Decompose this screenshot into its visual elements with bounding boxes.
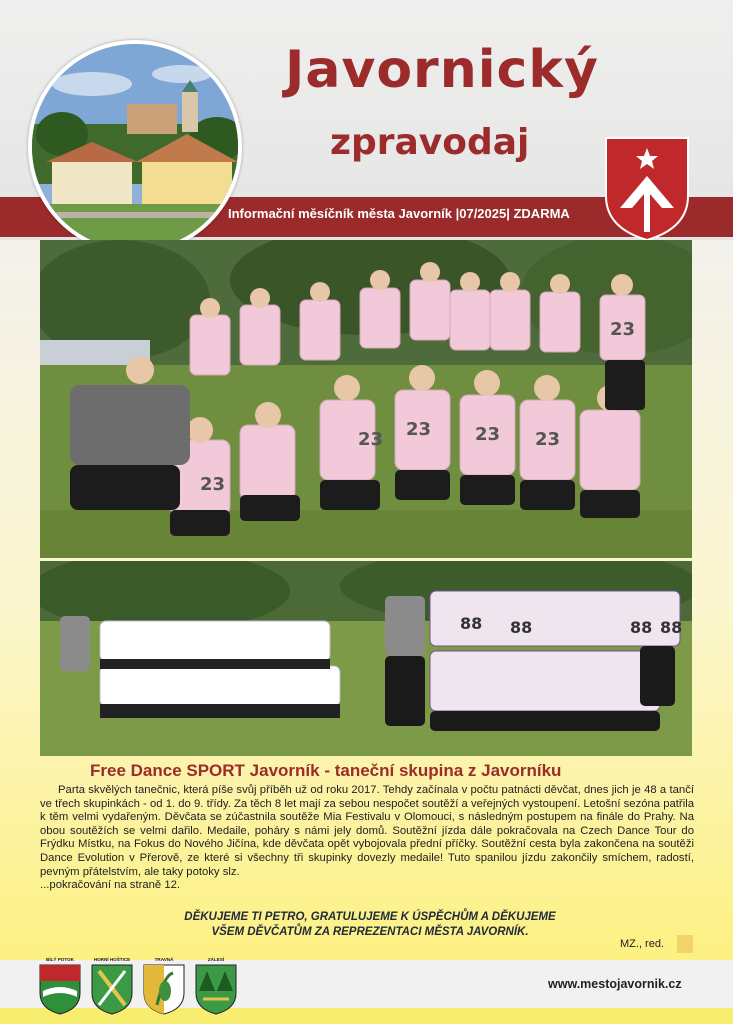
thanks-note xyxy=(100,910,640,946)
article-paragraph: Parta skvělých tanečnic, která píše svůj příběh už od roku 2017. Tehdy začínala v počtu patnácti děvčat, dnes jich je 48 a tančí ve třech skupinkách - od 1. do 9. třídy. Za těch 8 let mají za sebou nespočet soutěží a veřejných vystoupení. Letošní sezóna patřila k těm velmi vydařeným. Děvčata se zúčastnila soutěže Mia Festivalu v Olomouci, s následným postupem na finále do Prahy. Na obou soutěžích se velmi dařilo. Medaile, poháry s námi jely domů. Soutěžní jízda dále pokračovala na Czech Dance Tour do Frýdku Místku, na Fokus do Nového Jičína, kde děvčata opět vybojovala přední příčky. Soutěžní cesta byla zakončena na soutěži Dance Evolution v Přerově, ze které si všechny tři skupinky dovezly medaile! Tuto spanilou jízdu zakončily smíchem, radostí, pevným přátelstvím, ale taky potoky slz. xyxy=(40,784,694,878)
newsletter-subtitle: zpravodaj xyxy=(330,122,530,163)
thanks-line: DĚKUJEME TI PETRO, GRATULUJEME K ÚSPĚCHŮM A DĚKUJEME xyxy=(184,911,556,923)
jersey-number: 23 xyxy=(535,429,561,450)
jersey-number: 88 xyxy=(510,618,533,637)
crest-label: TRAVNÁ xyxy=(154,957,174,962)
javornik-crest-icon xyxy=(604,136,690,242)
crest-label: HORNÍ HOŠTICE xyxy=(93,957,131,962)
jersey-number: 88 xyxy=(630,618,653,637)
continued-link: ...pokračování na straně 12. xyxy=(40,879,181,892)
website-url: www.mestojavornik.cz xyxy=(548,977,682,991)
dance-teams-photo xyxy=(40,561,692,756)
newsletter-tagline: Informační měsíčník města Javorník |07/2025| ZDARMA xyxy=(228,206,570,221)
jersey-number: 23 xyxy=(358,429,384,450)
dance-group-photo xyxy=(40,240,692,558)
newsletter-title: Javornický xyxy=(285,40,599,100)
jersey-number: 88 xyxy=(460,614,483,633)
thanks-line: VŠEM DĚVČATŮM ZA REPREZENTACI MĚSTA JAVORNÍK. xyxy=(211,926,529,938)
jersey-number: 23 xyxy=(610,319,636,340)
jersey-number: 23 xyxy=(200,474,226,495)
signature-marker xyxy=(677,935,693,953)
dance-group-illustration xyxy=(40,240,692,558)
dance-teams-illustration xyxy=(40,561,692,756)
crest-label: ZÁLESÍ xyxy=(207,957,225,962)
crest-label: BÍLÝ POTOK xyxy=(46,957,74,962)
chateau-photo xyxy=(28,40,242,254)
jersey-number: 23 xyxy=(475,424,501,445)
article-body xyxy=(40,784,694,904)
chateau-illustration xyxy=(32,44,238,250)
article-headline: Free Dance SPORT Javorník - taneční skupina z Javorníku xyxy=(90,761,562,780)
jersey-number: 23 xyxy=(406,419,432,440)
jersey-number: 88 xyxy=(660,618,683,637)
author-signature: MZ., red. xyxy=(620,938,665,950)
